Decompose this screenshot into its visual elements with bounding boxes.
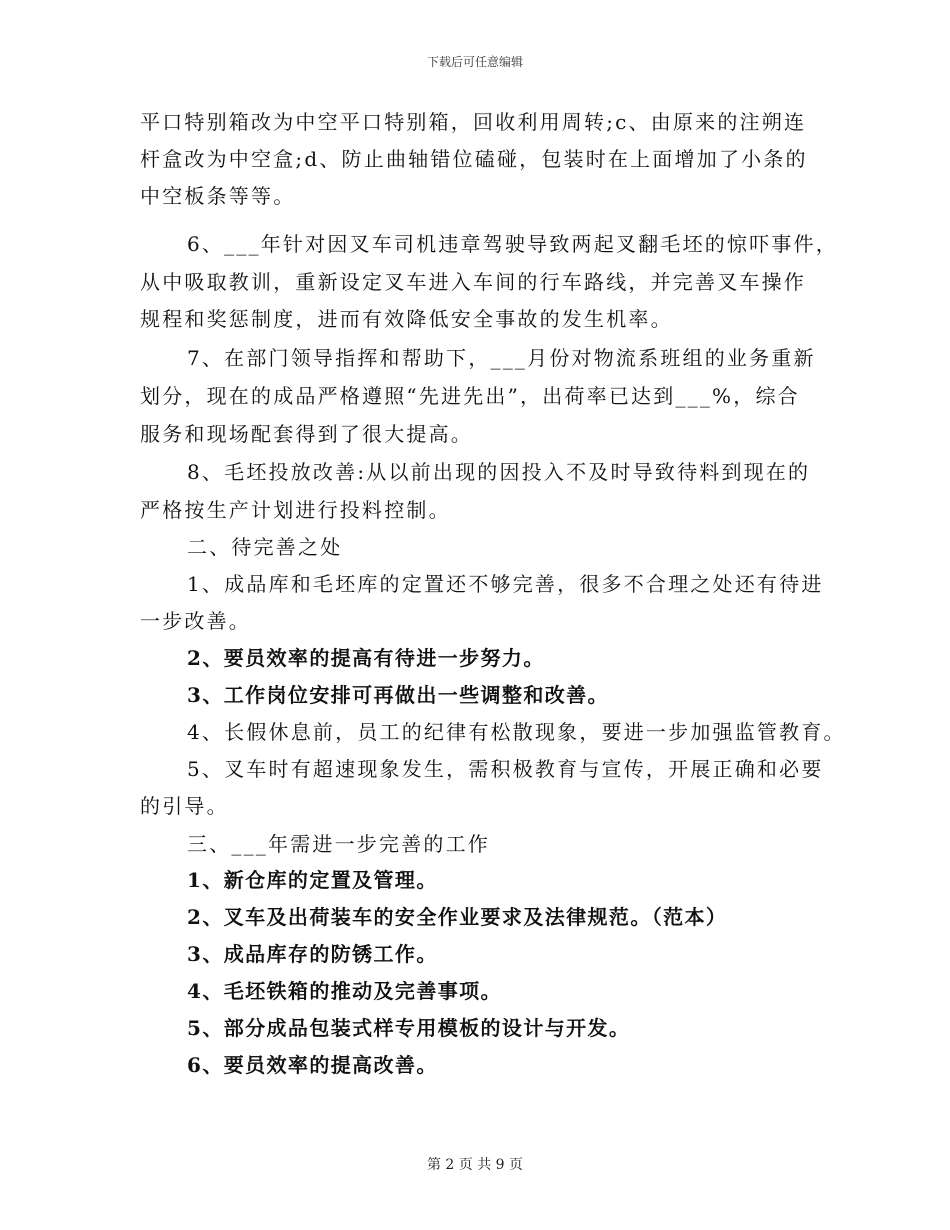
text-line: 2、要员效率的提高有待进一步努力。	[187, 646, 545, 670]
page-header: 下载后可任意编辑	[426, 55, 523, 69]
text-line: 严格按生产计划进行投料控制。	[140, 498, 451, 522]
text-line: 中空板条等等。	[140, 184, 296, 208]
text-line: 1、新仓库的定置及管理。	[187, 868, 438, 892]
text-line: 三、___年需进一步完善的工作	[187, 832, 490, 856]
text-line: 规程和奖惩制度，进而有效降低安全事故的发生机率。	[140, 307, 673, 331]
text-line: 1、成品库和毛坯库的定置还不够完善，很多不合理之处还有待进	[187, 572, 824, 596]
text-line: 5、叉车时有超速现象发生，需积极教育与宣传，开展正确和必要	[187, 757, 824, 781]
text-line: 4、毛坯铁箱的推动及完善事项。	[187, 979, 502, 1003]
text-line: 二、待完善之处	[187, 535, 343, 559]
text-line: 6、___年针对因叉车司机违章驾驶导致两起叉翻毛坯的惊吓事件，	[187, 232, 838, 256]
page-footer: 第 2 页 共 9 页	[426, 1157, 524, 1173]
text-line: 从中吸取教训，重新设定叉车进入车间的行车路线，并完善叉车操作	[140, 270, 806, 294]
text-line: 服务和现场配套得到了很大提高。	[140, 422, 473, 446]
text-line: 6、要员效率的提高改善。	[187, 1053, 438, 1077]
text-line: 划分，现在的成品严格遵照“先进先出”，出荷率已达到___%，综合	[140, 384, 800, 408]
text-line: 8、毛坯投放改善:从以前出现的因投入不及时导致待料到现在的	[187, 460, 811, 484]
text-line: 杆盒改为中空盒;d、防止曲轴错位磕碰，包装时在上面增加了小条的	[140, 147, 808, 171]
text-line: 4、长假休息前，员工的纪律有松散现象，要进一步加强监管教育。	[187, 720, 846, 744]
text-line: 7、在部门领导指挥和帮助下，___月份对物流系班组的业务重新	[187, 346, 816, 370]
text-line: 3、成品库存的防锈工作。	[187, 942, 438, 966]
text-line: 2、叉车及出荷装车的安全作业要求及法律规范。（范本）	[187, 905, 728, 929]
text-line: 的引导。	[140, 794, 229, 818]
text-line: 3、工作岗位安排可再做出一些调整和改善。	[187, 683, 609, 707]
text-line: 5、部分成品包装式样专用模板的设计与开发。	[187, 1016, 631, 1040]
text-line: 一步改善。	[140, 609, 251, 633]
text-line: 平口特别箱改为中空平口特别箱，回收利用周转;c、由原来的注朔连	[140, 110, 807, 134]
